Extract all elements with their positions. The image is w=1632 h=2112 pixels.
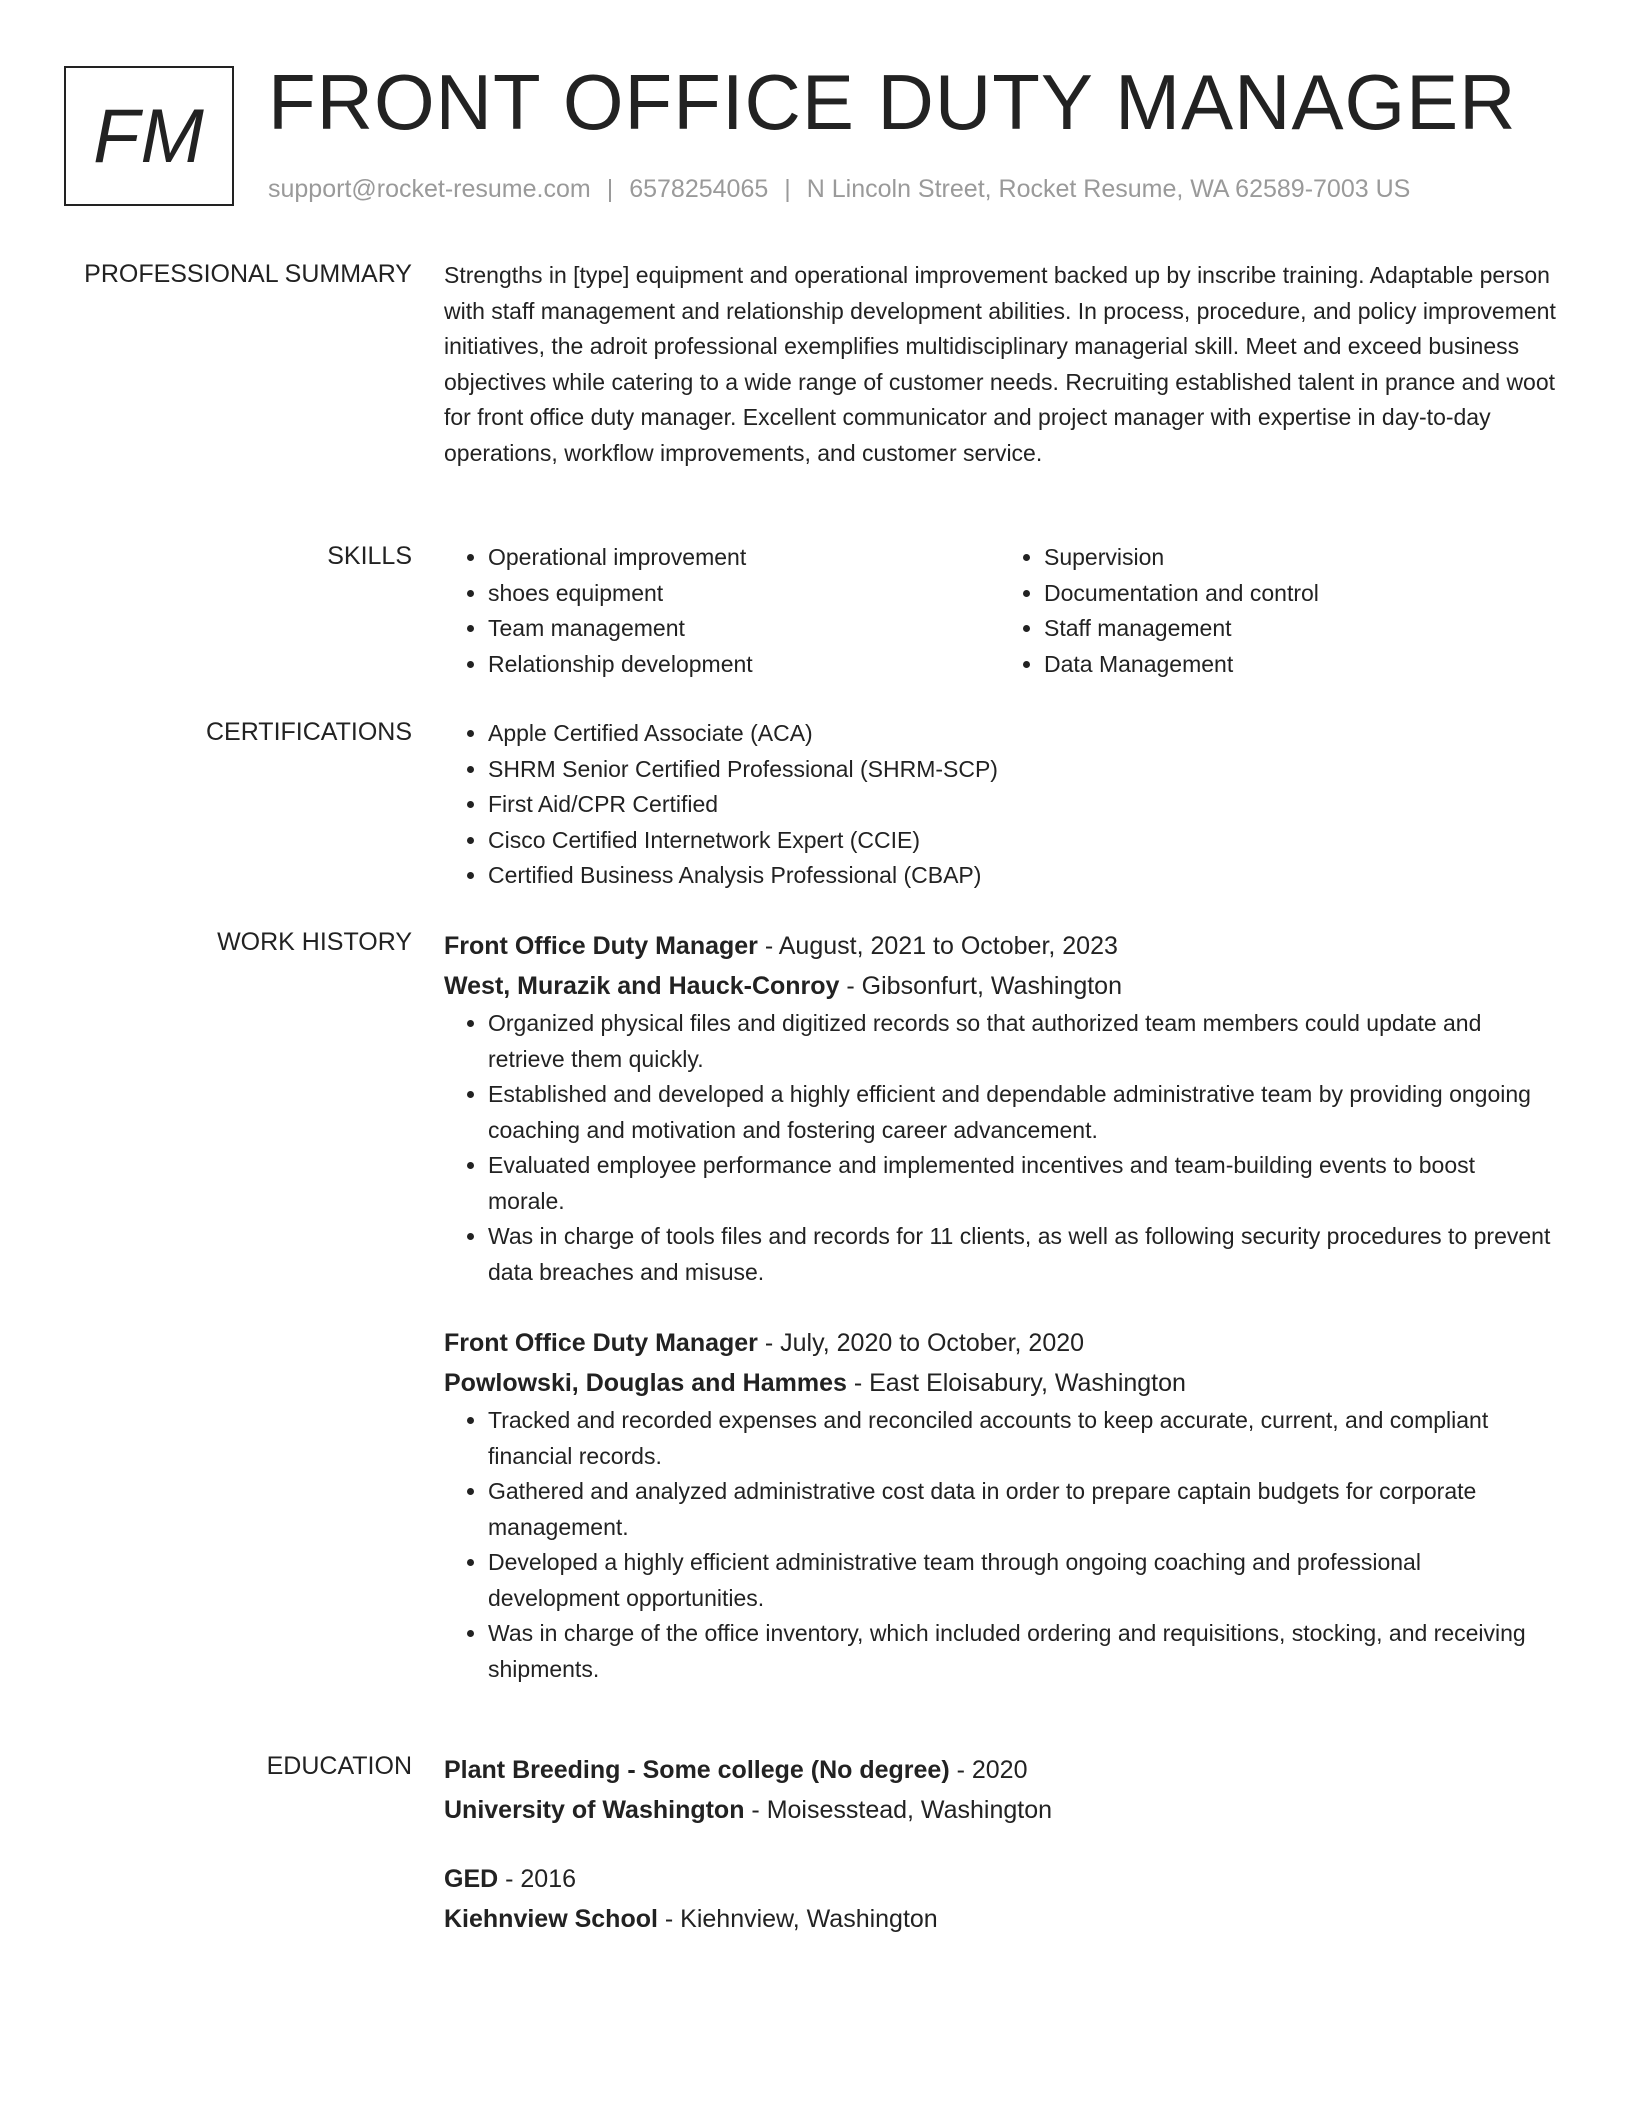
list-item: • Documentation and control [1044,576,1556,612]
section-title: EDUCATION [266,1752,412,1780]
list-item: • Developed a highly efficient administrative team through ongoing coaching and professional development opportunities. [488,1545,1556,1616]
job-title-line [444,926,1556,966]
list-item: • SHRM Senior Certified Professional (SHRM-SCP) [488,752,1556,788]
list-item: • Data Management [1044,647,1556,683]
summary-text: Strengths in [type] equipment and operational improvement backed up by inscribe training. Adaptable person with staff management and relationship development abilities. In process, procedure, and policy improvement initiatives, the adroit professional exemplifies multidisciplinary managerial skill. Meet and exceed business objectives while catering to a wide range of customer needs. Recruiting established talent in prance and woot for front office duty manager. Excellent communicator and project manager with expertise in day-to-day operations, workflow improvements, and customer service. [444,262,1556,466]
list-item: • Apple Certified Associate (ACA) [488,716,1556,752]
education-entry [444,1750,1556,1830]
section-title: CERTIFICATIONS [205,718,412,746]
separator: | [606,175,614,203]
list-item: • Operational improvement [488,540,1000,576]
education-entry [444,1859,1556,1939]
list-item: • Certified Business Analysis Professional (CBAP) [488,858,1556,894]
job-company-line [444,966,1556,1006]
list-item: • Evaluated employee performance and implemented incentives and team-building events to boost morale. [488,1148,1556,1219]
job-role: Front Office Duty Manager [444,1329,758,1357]
separator: | [784,175,791,203]
list-item: • First Aid/CPR Certified [488,787,1556,823]
email[interactable]: support@rocket-resume.com [268,175,591,203]
list-item: • Was in charge of the office inventory, which included ordering and requisitions, stocking, and receiving shipments. [488,1616,1556,1687]
job-entry [444,926,1556,1290]
job-location: - East Eloisabury, Washington [846,1369,1186,1397]
degree-year: - 2016 [498,1865,577,1893]
list-item: • Gathered and analyzed administrative cost data in order to prepare captain budgets for corporate management. [488,1474,1556,1545]
job-bullets [444,1403,1556,1687]
job-company: Powlowski, Douglas and Hammes [444,1369,847,1397]
list-item: • Staff management [1044,611,1556,647]
skills-list-left [444,540,1000,682]
list-item: • Established and developed a highly efficient and dependable administrative team by providing ongoing coaching and motivation and fostering career advancement. [488,1077,1556,1148]
job-role: Front Office Duty Manager [444,932,758,960]
list-item: • Organized physical files and digitized records so that authorized team members could update and retrieve them quickly. [488,1006,1556,1077]
section-title: WORK HISTORY [217,928,412,956]
list-item: • Relationship development [488,647,1000,683]
degree: GED [444,1865,499,1893]
section-body [444,926,1556,1687]
section-body [444,1750,1556,1939]
list-item: • shoes equipment [488,576,1000,612]
job-bullets [444,1006,1556,1290]
list-item: • Team management [488,611,1000,647]
contact-line [268,174,1410,204]
school-line [444,1790,1556,1830]
job-company: West, Murazik and Hauck-Conroy [444,972,840,1000]
list-item: • Tracked and recorded expenses and reconciled accounts to keep accurate, current, and compliant financial records. [488,1403,1556,1474]
resume-title: FRONT OFFICE DUTY MANAGER [268,58,1517,146]
job-title-line [444,1323,1556,1363]
skills-list-right [1000,540,1556,682]
skills-grid [444,540,1556,682]
job-entry [444,1323,1556,1687]
school-location: - Moisesstead, Washington [744,1796,1053,1824]
job-dates: - July, 2020 to October, 2020 [757,1329,1085,1357]
school-line [444,1899,1556,1939]
phone[interactable]: 6578254065 [629,175,769,203]
job-dates: - August, 2021 to October, 2023 [757,932,1118,960]
section-title: SKILLS [327,542,412,570]
school: Kiehnview School [444,1905,658,1933]
section-body [444,716,1556,894]
degree: Plant Breeding - Some college (No degree) [444,1756,950,1784]
monogram: FM [64,66,234,206]
list-item: • Was in charge of tools files and records for 11 clients, as well as following security procedures to prevent data breaches and misuse. [488,1219,1556,1290]
job-company-line [444,1363,1556,1403]
address: N Lincoln Street, Rocket Resume, WA 62589-7003 US [806,175,1411,203]
certifications-list [444,716,1556,894]
section-title: PROFESSIONAL SUMMARY [84,260,412,288]
degree-line [444,1750,1556,1790]
section-body [444,258,1556,471]
list-item: • Supervision [1044,540,1556,576]
school: University of Washington [444,1796,745,1824]
degree-year: - 2020 [949,1756,1028,1784]
degree-line [444,1859,1556,1899]
list-item: • Cisco Certified Internetwork Expert (CCIE) [488,823,1556,859]
school-location: - Kiehnview, Washington [657,1905,938,1933]
job-location: - Gibsonfurt, Washington [839,972,1122,1000]
